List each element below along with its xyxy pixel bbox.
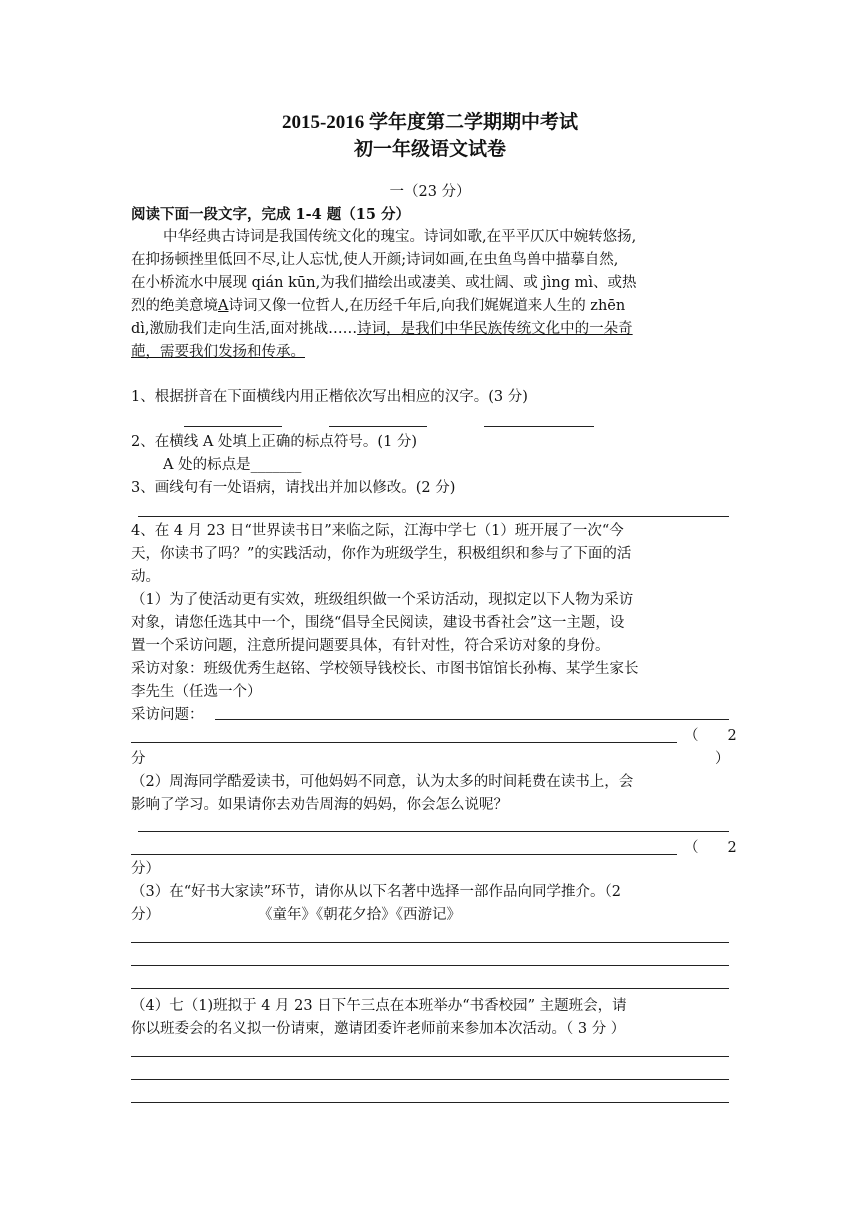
- question-4-4-line: （4）七（1)班拟于 4 月 23 日下午三点在本班举办“书香校园” 主题班会，请: [131, 998, 627, 1014]
- book-list: 《童年》《朝花夕拾》《西游记》: [258, 907, 461, 923]
- answer-line[interactable]: [131, 1079, 729, 1080]
- section-heading: 一（23 分）: [389, 184, 471, 200]
- passage-line: [131, 318, 633, 341]
- score-label: 分: [131, 751, 146, 767]
- answer-line[interactable]: [215, 719, 729, 720]
- passage-line: [131, 295, 625, 318]
- passage-line: 在抑扬顿挫里低回不尽,让人忘忧,使人开颜;诗词如画,在虫鱼鸟兽中描摹自然,: [131, 252, 619, 268]
- interview-question-label: 采访问题：: [131, 707, 204, 723]
- question-4-4-line: 你以班委会的名义拟一份请柬，邀请团委许老师前来参加本次活动。（ 3 分 ）: [131, 1021, 626, 1037]
- blank-a-marker: A: [218, 298, 229, 314]
- answer-line[interactable]: [138, 831, 729, 832]
- answer-line[interactable]: [329, 426, 427, 427]
- reading-instruction: 阅读下面一段文字，完成 1-4 题（15 分）: [131, 206, 411, 223]
- underlined-sentence: 葩，需要我们发扬和传承。: [131, 344, 305, 360]
- passage-line: 在小桥流水中展现 qián kūn,为我们描绘出或凄美、或壮阔、或 jìng mì、或热: [131, 275, 637, 291]
- passage-text: 烈的绝美意境: [131, 298, 218, 314]
- question-4-line: 天，你读书了吗？”的实践活动，你作为班级学生，积极组织和参与了下面的活: [131, 546, 632, 562]
- question-2: 2、在横线 A 处填上正确的标点符号。(1 分): [131, 434, 418, 450]
- question-4-line: 动。: [131, 569, 160, 585]
- passage-text: dì,激励我们走向生活,面对挑战……: [131, 321, 358, 337]
- score-label: （ 2: [684, 840, 737, 856]
- answer-line[interactable]: [184, 426, 282, 427]
- answer-line[interactable]: [131, 1102, 729, 1103]
- answer-line[interactable]: [138, 516, 729, 517]
- exam-title: 2015-2016 学年度第二学期期中考试: [281, 112, 579, 133]
- score-label: 分）: [131, 861, 160, 877]
- question-4-3-line: （3）在“好书大家读”环节，请你从以下名著中选择一部作品向同学推介。（2: [131, 884, 622, 900]
- question-4-1-line: 李先生（任选一个）: [131, 684, 262, 700]
- question-4-line: 4、在 4 月 23 日“世界读书日”来临之际，江海中学七（1）班开展了一次“今: [131, 523, 624, 539]
- question-4-2-line: （2）周海同学酷爱读书，可他妈妈不同意，认为太多的时间耗费在读书上，会: [131, 774, 634, 790]
- question-4-1-line: （1）为了使活动更有实效，班级组织做一个采访活动，现拟定以下人物为采访: [131, 592, 634, 608]
- answer-line[interactable]: [484, 426, 594, 427]
- question-2-answer-label: A 处的标点是_______: [163, 457, 302, 473]
- question-4-1-line: 对象，请您任选其中一个，围绕“倡导全民阅读，建设书香社会”这一主题，设: [131, 615, 625, 631]
- underlined-sentence: 诗词，是我们中华民族传统文化中的一朵奇: [357, 321, 633, 337]
- answer-line[interactable]: [131, 742, 677, 743]
- answer-line[interactable]: [131, 988, 729, 989]
- passage-line: 中华经典古诗词是我国传统文化的瑰宝。诗词如歌,在平平仄仄中婉转悠扬,: [163, 229, 637, 245]
- question-4-1-line: 采访对象：班级优秀生赵铭、学校领导钱校长、市图书馆馆长孙梅、某学生家长: [131, 661, 639, 677]
- answer-line[interactable]: [131, 965, 729, 966]
- answer-line[interactable]: [131, 854, 677, 855]
- exam-subtitle: 初一年级语文试卷: [353, 139, 506, 160]
- score-label: （ 2: [684, 728, 737, 744]
- question-4-2-line: 影响了学习。如果请你去劝告周海的妈妈，你会怎么说呢？: [131, 797, 508, 813]
- score-label: ）: [715, 751, 730, 767]
- question-1: 1、根据拼音在下面横线内用正楷依次写出相应的汉字。(3 分): [131, 389, 528, 405]
- answer-line[interactable]: [131, 942, 729, 943]
- question-3: 3、画线句有一处语病，请找出并加以修改。(2 分): [131, 480, 456, 496]
- passage-text: 诗词又像一位哲人,在历经千年后,向我们娓娓道来人生的 zhēn: [228, 298, 626, 314]
- question-4-3-line: 分）: [131, 907, 160, 923]
- question-4-1-line: 置一个采访问题，注意所提问题要具体，有针对性，符合采访对象的身份。: [131, 638, 610, 654]
- answer-line[interactable]: [131, 1056, 729, 1057]
